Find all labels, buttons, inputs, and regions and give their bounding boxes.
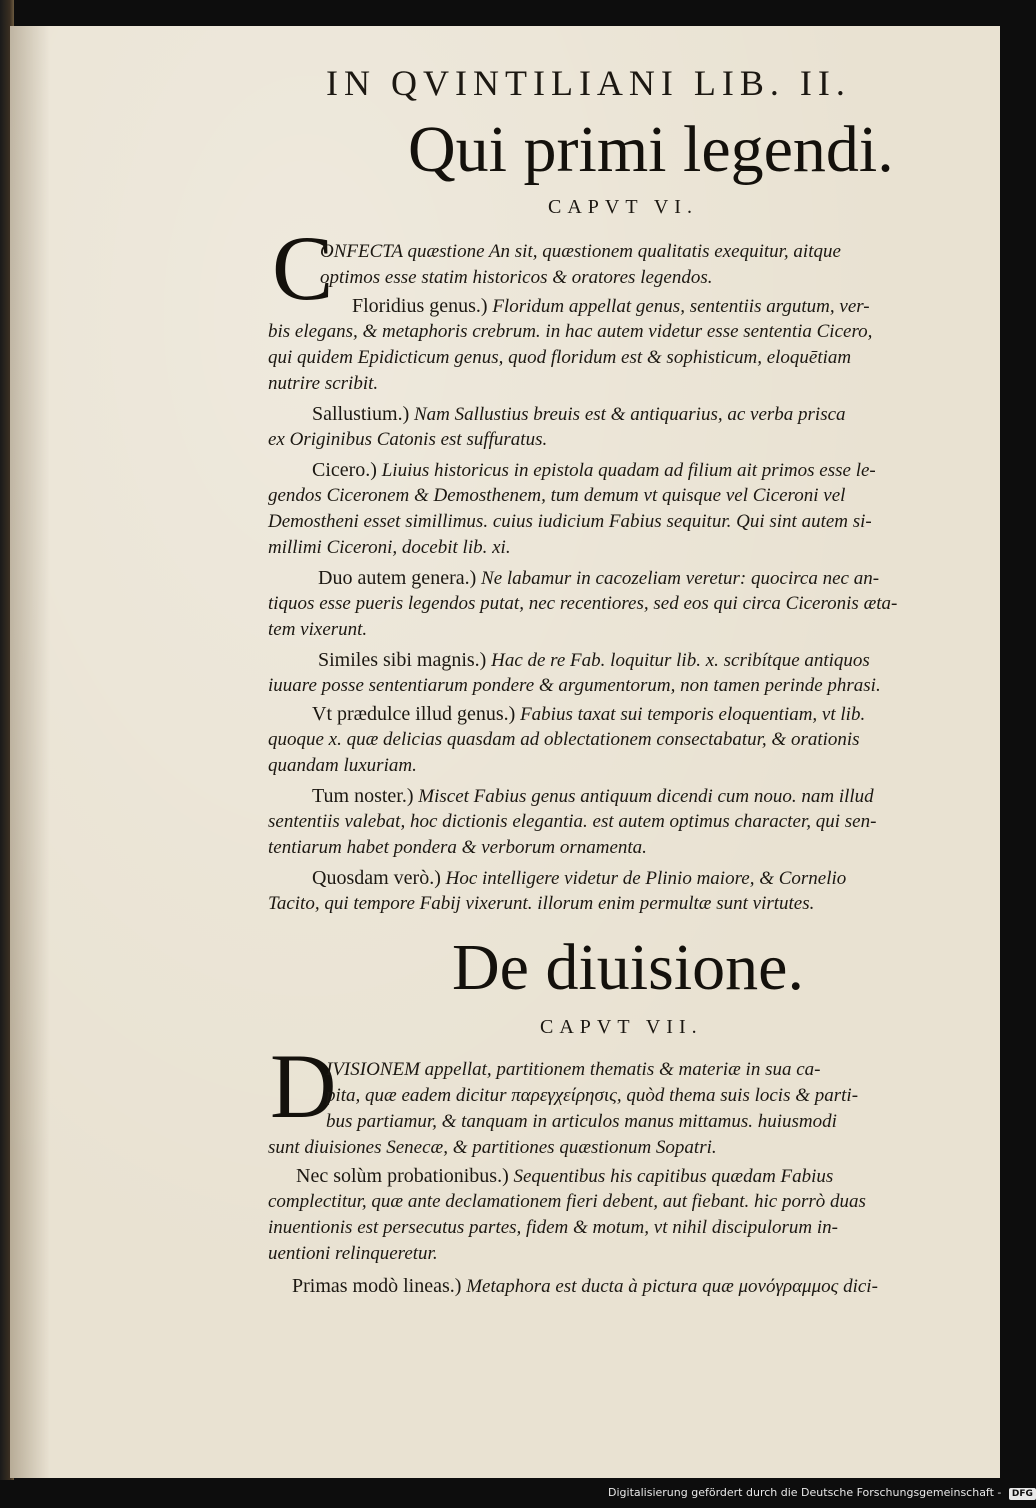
- lemma: Nec solùm probationibus.): [296, 1165, 509, 1187]
- text-line: complectitur, quæ ante declamationem fieri debent, aut fiebant. hic porrò duas: [268, 1191, 866, 1212]
- text-line: Similes sibi magnis.) Hac de re Fab. loquitur lib. x. scribítque antiquos: [318, 649, 870, 671]
- text-line: Primas modò lineas.) Metaphora est ducta à pictura quæ μονόγραμμος dici-: [292, 1275, 878, 1297]
- dfg-logo: DFG: [1009, 1488, 1036, 1500]
- lemma: Quosdam verò.): [312, 867, 441, 889]
- text-line: uentioni relinqueretur.: [268, 1243, 438, 1264]
- text-line: Floridius genus.) Floridum appellat genus, sententiis argutum, ver-: [352, 295, 870, 317]
- text-line: tiquos esse pueris legendos putat, nec recentiores, sed eos qui circa Ciceronis æta-: [268, 593, 898, 614]
- lemma: Cicero.): [312, 459, 377, 481]
- text-line: bis elegans, & metaphoris crebrum. in hac autem videtur esse sententia Cicero,: [268, 321, 873, 342]
- lemma: Floridius genus.): [352, 295, 488, 317]
- chapter-number-6: CAPVT VI.: [548, 196, 698, 218]
- text-line: Tacito, qui tempore Fabij vixerunt. illorum enim permultæ sunt virtutes.: [268, 893, 815, 914]
- lemma: Tum noster.): [312, 785, 414, 807]
- text-line: optimos esse statim historicos & oratores legendos.: [320, 267, 713, 288]
- text-line: Tum noster.) Miscet Fabius genus antiquum dicendi cum nouo. nam illud: [312, 785, 874, 807]
- lemma: Primas modò lineas.): [292, 1275, 462, 1297]
- text-line: ONFECTA quæstione An sit, quæstionem qualitatis exequitur, aitque: [320, 241, 841, 262]
- text-line: Cicero.) Liuius historicus in epistola quadam ad filium ait primos esse le-: [312, 459, 876, 481]
- digitization-credit: [608, 1486, 1036, 1500]
- text-line: qui quidem Epidicticum genus, quod floridum est & sophisticum, eloquētiam: [268, 347, 852, 368]
- credit-text: Digitalisierung gefördert durch die Deutsche Forschungsgemeinschaft -: [608, 1486, 1002, 1499]
- drop-cap-d: D: [270, 1035, 337, 1137]
- chapter-number-7: CAPVT VII.: [540, 1016, 703, 1038]
- lemma: Vt prædulce illud genus.): [312, 703, 516, 725]
- text-line: sunt diuisiones Senecæ, & partitiones quæstionum Sopatri.: [268, 1137, 717, 1158]
- lemma: Duo autem genera.): [318, 567, 477, 589]
- text-line: tem vixerunt.: [268, 619, 368, 640]
- text-line: quandam luxuriam.: [268, 755, 417, 776]
- text-line: Quosdam verò.) Hoc intelligere videtur de Plinio maiore, & Cornelio: [312, 867, 847, 889]
- chapter-title-6: Qui primi legendi.: [408, 113, 894, 186]
- text-line: millimi Ciceroni, docebit lib. xi.: [268, 537, 511, 558]
- drop-cap-c: C: [272, 217, 334, 319]
- text-line: Demostheni esset simillimus. cuius iudicium Fabius sequitur. Qui sint autem si-: [268, 511, 872, 532]
- text-line: gendos Ciceronem & Demosthenem, tum demum vt quisque vel Ciceroni vel: [268, 485, 846, 506]
- text-line: pita, quæ eadem dicitur παρεγχείρησις, quòd thema suis locis & parti-: [326, 1085, 859, 1106]
- text-line: iuuare posse sententiarum pondere & argumentorum, non tamen perinde phrasi.: [268, 675, 881, 696]
- text-line: inuentionis est persecutus partes, fidem & motum, vt nihil discipulorum in-: [268, 1217, 838, 1238]
- text-line: tentiarum habet pondera & verborum ornamenta.: [268, 837, 647, 858]
- text-line: Vt prædulce illud genus.) Fabius taxat sui temporis eloquentiam, vt lib.: [312, 703, 866, 725]
- text-line: nutrire scribit.: [268, 373, 379, 394]
- text-line: IVISIONEM appellat, partitionem thematis & materiæ in sua ca-: [326, 1059, 821, 1080]
- text-line: sententiis valebat, hoc dictionis elegantia. est autem optimus character, qui sen-: [268, 811, 877, 832]
- lemma: Sallustium.): [312, 403, 410, 425]
- lemma: Similes sibi magnis.): [318, 649, 487, 671]
- text-line: Duo autem genera.) Ne labamur in cacozeliam veretur: quocirca nec an-: [318, 567, 880, 589]
- text-line: bus partiamur, & tanquam in articulos manus mittamus. huiusmodi: [326, 1111, 837, 1132]
- text-line: Sallustium.) Nam Sallustius breuis est & antiquarius, ac verba prisca: [312, 403, 846, 425]
- chapter-title-7: De diuisione.: [452, 931, 804, 1004]
- text-line: ex Originibus Catonis est suffuratus.: [268, 429, 548, 450]
- text-line: Nec solùm probationibus.) Sequentibus his capitibus quædam Fabius: [296, 1165, 834, 1187]
- text-line: quoque x. quæ delicias quasdam ad oblectationem consectabatur, & orationis: [268, 729, 860, 750]
- running-head: IN QVINTILIANI LIB. II.: [326, 63, 851, 103]
